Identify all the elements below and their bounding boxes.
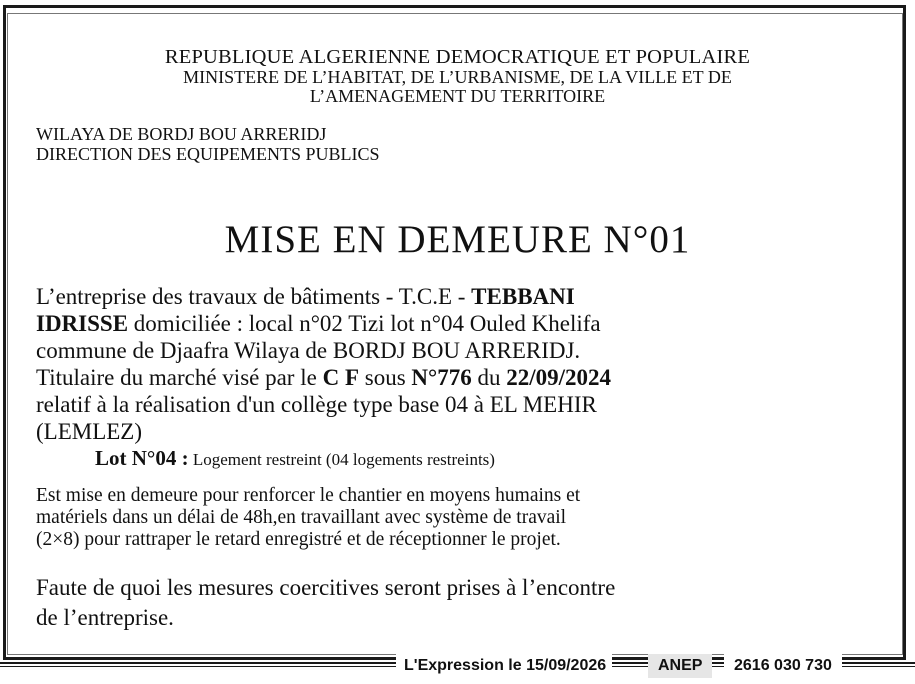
lot-line — [95, 446, 495, 471]
lot-label: Lot N°04 : — [95, 446, 189, 470]
demand-line-1: Est mise en demeure pour renforcer le chantier en moyens humains et — [36, 485, 581, 506]
consequence-line-2: de l’entreprise. — [36, 605, 174, 630]
wilaya-line: WILAYA DE BORDJ BOU ARRERIDJ — [36, 124, 327, 144]
body-line-2-text: domiciliée : local n°02 Tizi lot n°04 Ouled Khelifa — [128, 311, 601, 336]
contract-text: Titulaire du marché visé par le — [36, 365, 323, 390]
body-line-6: (LEMLEZ) — [36, 419, 143, 444]
contract-date: 22/09/2024 — [506, 365, 611, 390]
republic-heading: REPUBLIQUE ALGERIENNE DEMOCRATIQUE ET POPULAIRE — [164, 46, 751, 68]
reference-number: 2616 030 730 — [724, 654, 842, 678]
company-name-part2: IDRISSE — [36, 311, 129, 336]
company-name-part1: TEBBANI — [471, 284, 575, 309]
lot-description: Logement restreint (04 logements restreints) — [188, 450, 495, 469]
notice-title: MISE EN DEMEURE N°01 — [224, 218, 691, 261]
ministry-heading-line1: MINISTERE DE L’HABITAT, DE L’URBANISME, DE LA VILLE ET DE — [183, 67, 732, 87]
body-line-3: commune de Djaafra Wilaya de BORDJ BOU ARRERIDJ. — [36, 338, 581, 363]
consequence-line-1: Faute de quoi les mesures coercitives seront prises à l’encontre — [36, 575, 616, 600]
body-line-1-text: L’entreprise des travaux de bâtiments - T.C.E - — [36, 284, 472, 309]
direction-line: DIRECTION DES EQUIPEMENTS PUBLICS — [36, 144, 380, 164]
contract-cf: C F — [322, 365, 359, 390]
contract-du: du — [471, 365, 507, 390]
body-line-2 — [36, 310, 601, 337]
demand-line-3: (2×8) pour rattraper le retard enregistré et de réceptionner le projet. — [36, 529, 561, 550]
agency-badge: ANEP — [648, 654, 712, 678]
ministry-heading-line2: L’AMENAGEMENT DU TERRITOIRE — [309, 86, 606, 106]
body-line-4 — [36, 364, 611, 391]
body-line-1 — [36, 283, 575, 310]
contract-number: N°776 — [411, 365, 472, 390]
contract-sous: sous — [359, 365, 412, 390]
demand-line-2: matériels dans un délai de 48h,en travaillant avec système de travail — [36, 507, 567, 528]
footer-bar — [0, 654, 915, 678]
body-line-5: relatif à la réalisation d'un collège type base 04 à EL MEHIR — [36, 392, 597, 417]
publication-info: L'Expression le 15/09/2026 — [396, 654, 612, 678]
